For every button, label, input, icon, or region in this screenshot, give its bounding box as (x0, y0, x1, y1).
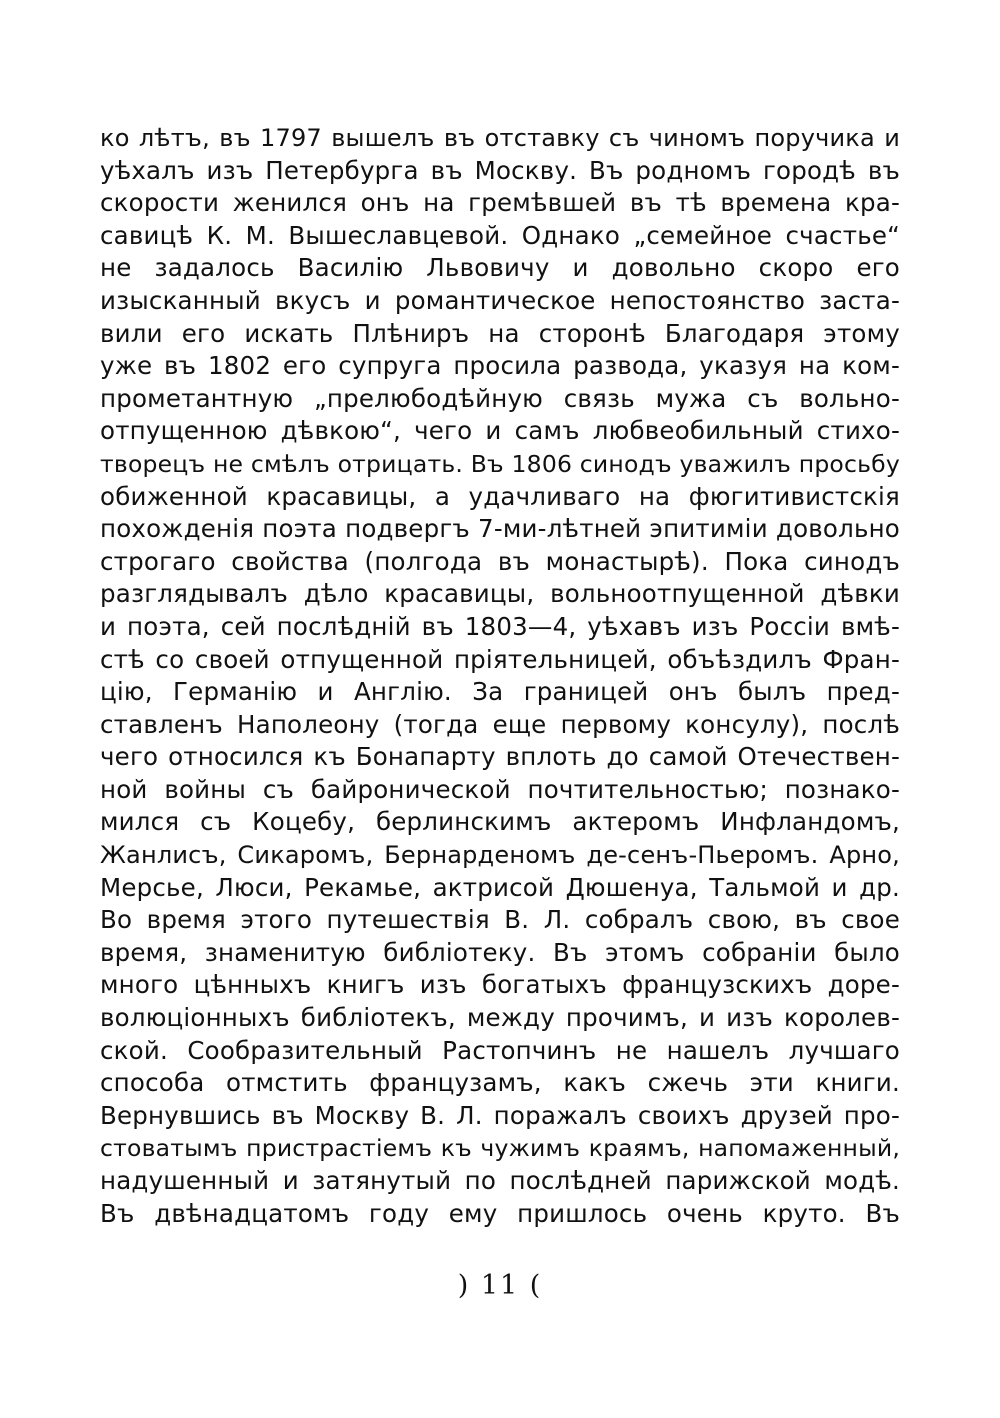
text-line: надушенный и затянутый по послѣдней парижской модѣ. (100, 1166, 900, 1195)
text-line: Мерсье, Люси, Рекамье, актрисой Дюшенуа, Тальмой и др. (100, 872, 900, 902)
text-line: ной войны съ байронической почтительностью; познако- (100, 774, 900, 804)
page-number: ) 11 ( (457, 1270, 543, 1301)
text-line: строгаго свойства (полгода въ монастырѣ). Пока синодъ (100, 546, 900, 576)
text-line: ставленъ Наполеону (тогда еще первому консулу), послѣ (100, 709, 900, 739)
text-line: чего относился къ Бонапарту вплоть до самой Отечествен- (100, 742, 900, 772)
text-line: время, знаменитую библіотеку. Въ этомъ собраніи было (100, 937, 900, 967)
text-line: не задалось Василію Львовичу и довольно скоро его (100, 253, 900, 283)
text-line: Въ двѣнадцатомъ году ему пришлось очень круто. Въ (100, 1198, 900, 1228)
text-line: много цѣнныхъ книгъ изъ богатыхъ французскихъ доре- (100, 970, 900, 1000)
text-line: обиженной красавицы, а удачливаго на фюгитивистскія (100, 481, 900, 511)
text-line: похожденія поэта подвергъ 7-ми-лѣтней эпитиміи довольно (100, 514, 900, 544)
text-line: Вернувшись въ Москву В. Л. поражалъ своихъ друзей про- (100, 1100, 900, 1130)
text-line: вили его искать Плѣниръ на сторонѣ Благодаря этому (100, 318, 900, 348)
text-line: разглядывалъ дѣло красавицы, вольноотпущенной дѣвки (100, 579, 900, 609)
text-line: творецъ не смѣлъ отрицать. Въ 1806 синодъ уважилъ просьбу (100, 449, 900, 478)
text-line: стоватымъ пристрастіемъ къ чужимъ краямъ, напомаженный, (100, 1134, 900, 1163)
text-line: савицѣ К. М. Вышеславцевой. Однако „семейное счастье“ (100, 220, 900, 250)
text-line: изысканный вкусъ и романтическое непостоянство заста- (100, 285, 900, 315)
text-line: отпущенною дѣвкою“, чего и самъ любвеобильный стихо- (100, 416, 900, 446)
text-line: Жанлисъ, Сикаромъ, Бернарденомъ де-сенъ-Пьеромъ. Арно, (100, 841, 900, 870)
text-line: ской. Сообразительный Растопчинъ не нашелъ лучшаго (100, 1035, 900, 1065)
text-line: уже въ 1802 его супруга просила развода, указуя на ком- (100, 351, 900, 381)
text-line: способа отмстить французамъ, какъ сжечь эти книги. (100, 1068, 900, 1098)
text-line: волюціонныхъ библіотекъ, между прочимъ, и изъ королев- (100, 1003, 900, 1033)
text-line: Во время этого путешествія В. Л. собралъ свою, въ свое (100, 905, 900, 935)
text-line: и поэта, сей послѣдній въ 1803—4, уѣхавъ изъ Россіи вмѣ- (100, 611, 900, 641)
text-line: стѣ со своей отпущенной пріятельницей, объѣздилъ Фран- (100, 644, 900, 674)
text-line: скорости женился онъ на гремѣвшей въ тѣ времена кра- (100, 188, 900, 218)
text-line: мился съ Коцебу, берлинскимъ актеромъ Инфландомъ, (100, 807, 900, 837)
text-line: прометантную „прелюбодѣйную связь мужа съ вольно- (100, 383, 900, 413)
body-text (100, 122, 900, 1230)
text-line: уѣхалъ изъ Петербурга въ Москву. Въ родномъ городѣ въ (100, 155, 900, 185)
text-line: ко лѣтъ, въ 1797 вышелъ въ отставку съ чиномъ поручика и (100, 124, 900, 152)
text-line: цію, Германію и Англію. За границей онъ былъ пред- (100, 677, 900, 707)
